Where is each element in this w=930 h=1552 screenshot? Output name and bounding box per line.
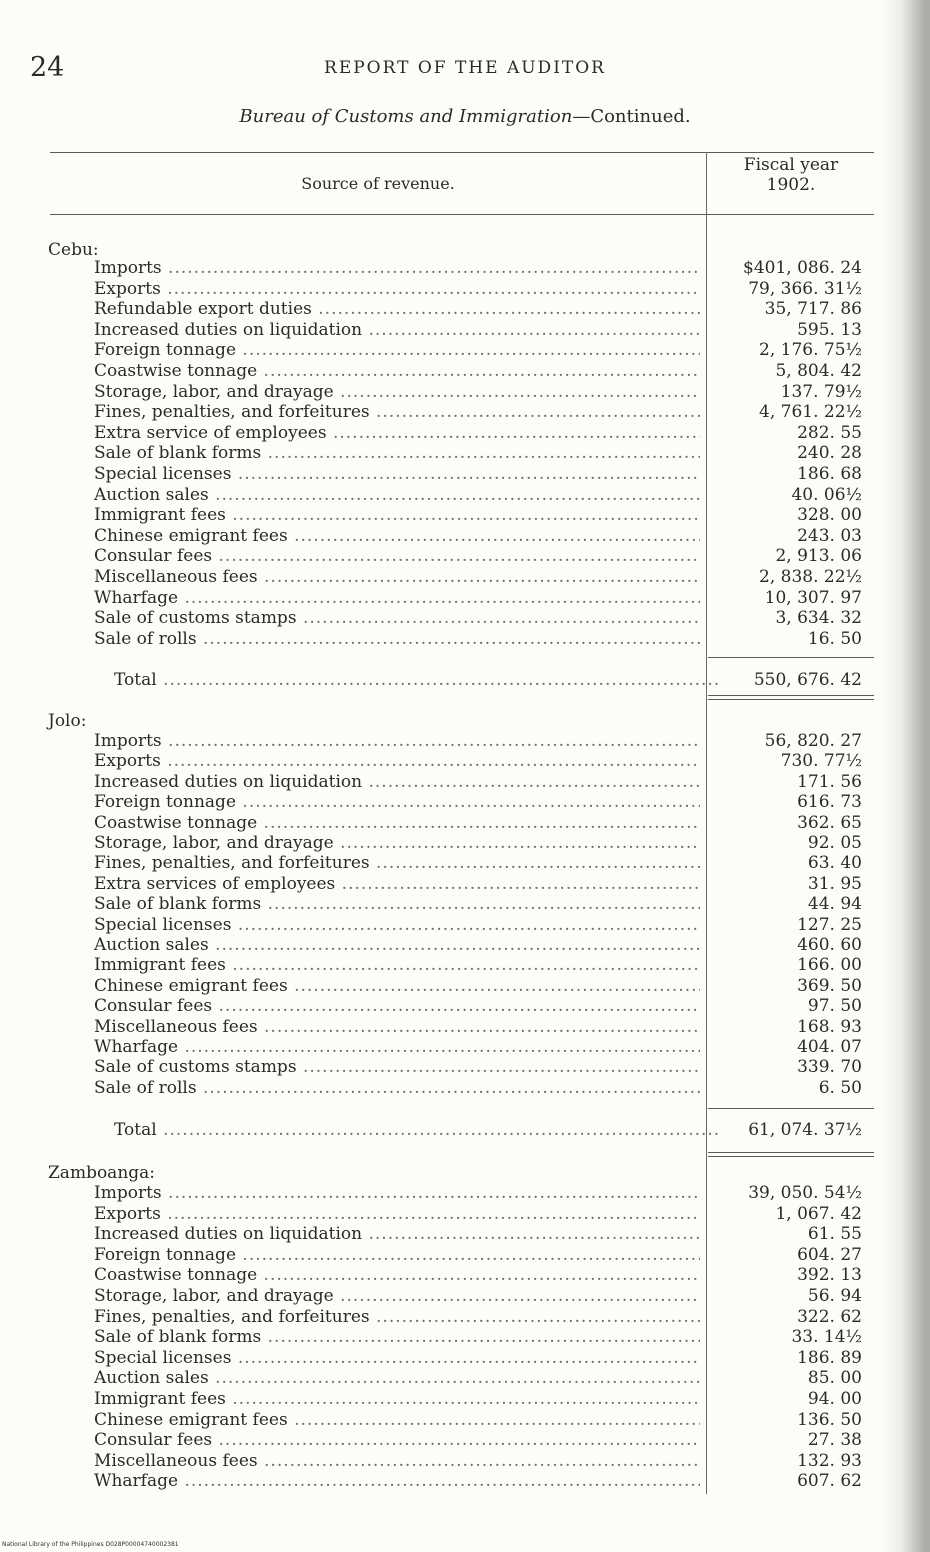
- revenue-source-label: Foreign tonnage .....: [94, 792, 700, 812]
- revenue-amount: 33. 14½: [791, 1327, 862, 1348]
- table-row: [0, 853, 930, 873]
- revenue-amount: 322. 62: [797, 1306, 862, 1327]
- revenue-amount: 44. 94: [807, 894, 862, 915]
- table-row: [0, 423, 930, 443]
- revenue-amount: 392. 13: [797, 1265, 862, 1286]
- revenue-source-label: Special licenses .....: [94, 464, 700, 484]
- revenue-source-label: Wharfage .....: [94, 1037, 700, 1057]
- revenue-source-label: Increased duties on liquidation .....: [94, 1224, 700, 1244]
- table-row: [0, 299, 930, 319]
- table-row: [0, 874, 930, 894]
- revenue-source-label: Fines, penalties, and forfeitures .....: [94, 853, 700, 873]
- table-row: [0, 340, 930, 360]
- cebu-total-rule: [708, 657, 874, 658]
- revenue-source-label: Consular fees .....: [94, 546, 700, 566]
- revenue-amount: 2, 176. 75½: [759, 340, 862, 361]
- table-row: [0, 1265, 930, 1285]
- table-row: [0, 1451, 930, 1471]
- table-row: [0, 629, 930, 649]
- table-row: [0, 382, 930, 402]
- library-footer: National Library of the Philippines D028P00004740002381: [2, 1541, 179, 1548]
- revenue-source-label: Storage, labor, and drayage .....: [94, 382, 700, 402]
- table-row: [0, 772, 930, 792]
- revenue-amount: 460. 60: [797, 935, 862, 955]
- table-top-rule: [50, 152, 874, 153]
- revenue-amount: 132. 93: [797, 1450, 862, 1471]
- table-row: [0, 1348, 930, 1368]
- table-row: [0, 792, 930, 812]
- revenue-amount: 328. 00: [797, 505, 862, 526]
- table-row: [0, 915, 930, 935]
- revenue-amount: 40. 06½: [791, 484, 862, 505]
- revenue-amount: 10, 307. 97: [764, 587, 862, 608]
- table-row: [0, 443, 930, 463]
- revenue-source-label: Fines, penalties, and forfeitures .....: [94, 1307, 700, 1327]
- revenue-source-label: Miscellaneous fees .....: [94, 1017, 700, 1037]
- revenue-amount: 616. 73: [797, 792, 862, 813]
- table-row: [0, 1245, 930, 1265]
- revenue-amount: 56. 94: [807, 1286, 862, 1306]
- table-row: [0, 935, 930, 955]
- revenue-amount: 166. 00: [797, 955, 862, 976]
- revenue-source-label: Sale of blank forms .....: [94, 443, 700, 463]
- header-source-of-revenue: Source of revenue.: [301, 174, 455, 193]
- table-row: [0, 1327, 930, 1347]
- revenue-amount: 127. 25: [797, 914, 862, 935]
- revenue-source-label: Immigrant fees .....: [94, 505, 700, 525]
- revenue-amount: 369. 50: [797, 975, 862, 996]
- revenue-source-label: Foreign tonnage .....: [94, 340, 700, 360]
- revenue-source-label: Extra services of employees .....: [94, 874, 700, 894]
- revenue-source-label: Miscellaneous fees .....: [94, 1451, 700, 1471]
- table-row: [0, 751, 930, 771]
- section-heading-jolo: Jolo:: [48, 711, 87, 731]
- revenue-source-label: Increased duties on liquidation .....: [94, 320, 700, 340]
- revenue-amount: 61. 55: [807, 1224, 862, 1245]
- revenue-source-label: Exports .....: [94, 1204, 700, 1224]
- table-subtitle: [0, 106, 930, 127]
- table-row: [0, 1078, 930, 1098]
- revenue-source-label: Storage, labor, and drayage .....: [94, 833, 700, 853]
- revenue-source-label: Coastwise tonnage .....: [94, 813, 700, 833]
- revenue-amount: 240. 28: [797, 443, 862, 464]
- revenue-amount: 63. 40: [807, 853, 862, 874]
- table-row: [0, 1430, 930, 1450]
- table-row: [0, 1368, 930, 1388]
- revenue-amount: 94. 00: [807, 1389, 862, 1409]
- table-row: [0, 813, 930, 833]
- revenue-amount: 604. 27: [797, 1244, 862, 1265]
- table-row: [0, 505, 930, 525]
- revenue-amount: 137. 79½: [780, 381, 862, 402]
- table-row: [0, 1057, 930, 1077]
- revenue-source-label: Chinese emigrant fees .....: [94, 1410, 700, 1430]
- revenue-source-label: Extra service of employees .....: [94, 423, 700, 443]
- revenue-amount: 730. 77½: [780, 751, 862, 772]
- revenue-amount: 35, 717. 86: [764, 299, 862, 320]
- revenue-source-label: Coastwise tonnage .....: [94, 1265, 700, 1285]
- revenue-source-label: Special licenses .....: [94, 1348, 700, 1368]
- revenue-amount: 186. 89: [797, 1347, 862, 1368]
- total-label: Total .....: [114, 670, 720, 690]
- revenue-amount: 243. 03: [797, 525, 862, 546]
- table-row: [0, 464, 930, 484]
- revenue-source-label: Special licenses .....: [94, 915, 700, 935]
- revenue-amount: 16. 50: [807, 628, 862, 649]
- header-fiscal-line1: Fiscal year: [743, 155, 839, 175]
- revenue-source-label: Immigrant fees .....: [94, 1389, 700, 1409]
- revenue-amount: 56, 820. 27: [764, 731, 862, 751]
- revenue-amount: 79, 366. 31½: [748, 278, 862, 299]
- revenue-amount: 4, 761. 22½: [759, 402, 862, 423]
- revenue-amount: 92. 05: [807, 833, 862, 853]
- revenue-source-label: Chinese emigrant fees .....: [94, 976, 700, 996]
- table-row: [0, 1471, 930, 1491]
- revenue-amount: 85. 00: [807, 1368, 862, 1389]
- table-row: [0, 279, 930, 299]
- table-row: [0, 546, 930, 566]
- revenue-amount: 2, 913. 06: [775, 546, 862, 567]
- revenue-source-label: Exports .....: [94, 279, 700, 299]
- revenue-amount: 5, 804. 42: [775, 361, 862, 381]
- table-row: [0, 976, 930, 996]
- revenue-source-label: Consular fees .....: [94, 1430, 700, 1450]
- revenue-amount: 362. 65: [797, 812, 862, 833]
- cebu-double-rule-bottom: [708, 699, 874, 700]
- revenue-source-label: Immigrant fees .....: [94, 955, 700, 975]
- revenue-source-label: Refundable export duties .....: [94, 299, 700, 319]
- table-row: [0, 996, 930, 1016]
- revenue-amount: 339. 70: [797, 1057, 862, 1078]
- table-row: [0, 1224, 930, 1244]
- revenue-source-label: Wharfage .....: [94, 588, 700, 608]
- table-row: [0, 1286, 930, 1306]
- subtitle-rest: —Continued.: [572, 106, 691, 127]
- revenue-source-label: Auction sales .....: [94, 1368, 700, 1388]
- section-heading-zamboanga: Zamboanga:: [48, 1163, 156, 1183]
- revenue-amount: 171. 56: [797, 771, 862, 792]
- revenue-source-label: Sale of customs stamps .....: [94, 1057, 700, 1077]
- revenue-source-label: Storage, labor, and drayage .....: [94, 1286, 700, 1306]
- revenue-amount: 168. 93: [797, 1016, 862, 1037]
- revenue-source-label: Miscellaneous fees .....: [94, 567, 700, 587]
- header-fiscal-year: [708, 155, 874, 195]
- total-value: 61, 074. 37½: [748, 1120, 862, 1140]
- table-row: [0, 567, 930, 587]
- revenue-amount: 186. 68: [797, 464, 862, 484]
- header-fiscal-line2: 1902.: [766, 175, 816, 195]
- revenue-amount: 97. 50: [807, 996, 862, 1017]
- revenue-source-label: Auction sales .....: [94, 485, 700, 505]
- table-row: [0, 1389, 930, 1409]
- revenue-amount: $401, 086. 24: [743, 258, 862, 278]
- revenue-amount: 27. 38: [807, 1430, 862, 1451]
- revenue-source-label: Consular fees .....: [94, 996, 700, 1016]
- table-row: [0, 320, 930, 340]
- revenue-amount: 3, 634. 32: [775, 608, 862, 629]
- revenue-source-label: Imports .....: [94, 258, 700, 278]
- revenue-amount: 39, 050. 54½: [748, 1183, 862, 1203]
- table-row: [0, 955, 930, 975]
- table-row: [0, 361, 930, 381]
- table-row: [0, 894, 930, 914]
- revenue-amount: 404. 07: [797, 1037, 862, 1057]
- revenue-source-label: Wharfage .....: [94, 1471, 700, 1491]
- jolo-double-rule-bottom: [708, 1156, 874, 1157]
- jolo-double-rule-top: [708, 1152, 874, 1153]
- cebu-double-rule-top: [708, 695, 874, 696]
- total-label: Total .....: [114, 1120, 720, 1140]
- revenue-source-label: Foreign tonnage .....: [94, 1245, 700, 1265]
- running-head: REPORT OF THE AUDITOR: [324, 58, 606, 78]
- revenue-amount: 31. 95: [807, 873, 862, 894]
- table-row: [0, 485, 930, 505]
- revenue-amount: 282. 55: [797, 422, 862, 443]
- revenue-source-label: Sale of blank forms .....: [94, 1327, 700, 1347]
- revenue-source-label: Imports .....: [94, 731, 700, 751]
- revenue-amount: 1, 067. 42: [775, 1203, 862, 1224]
- revenue-source-label: Increased duties on liquidation .....: [94, 772, 700, 792]
- table-row: [0, 1307, 930, 1327]
- revenue-amount: 595. 13: [797, 319, 862, 340]
- table-row: [0, 1204, 930, 1224]
- revenue-source-label: Fines, penalties, and forfeitures .....: [94, 402, 700, 422]
- table-row: [0, 1183, 930, 1203]
- table-row: [0, 258, 930, 278]
- subtitle-italic: Bureau of Customs and Immigration: [239, 106, 573, 127]
- revenue-source-label: Imports .....: [94, 1183, 700, 1203]
- table-row: [0, 1410, 930, 1430]
- table-row: [0, 731, 930, 751]
- table-row: [0, 1037, 930, 1057]
- revenue-source-label: Exports .....: [94, 751, 700, 771]
- table-row: [0, 402, 930, 422]
- revenue-amount: 2, 838. 22½: [759, 567, 862, 587]
- table-row: [0, 1017, 930, 1037]
- revenue-source-label: Sale of customs stamps .....: [94, 608, 700, 628]
- revenue-source-label: Coastwise tonnage .....: [94, 361, 700, 381]
- jolo-total-rule: [708, 1108, 874, 1109]
- revenue-source-label: Chinese emigrant fees .....: [94, 526, 700, 546]
- table-row: [0, 608, 930, 628]
- revenue-amount: 6. 50: [818, 1077, 862, 1098]
- revenue-source-label: Auction sales .....: [94, 935, 700, 955]
- table-row: [0, 588, 930, 608]
- revenue-amount: 607. 62: [797, 1471, 862, 1492]
- table-row: [0, 833, 930, 853]
- total-value: 550, 676. 42: [753, 670, 862, 690]
- total-row-jolo: [0, 1120, 930, 1140]
- revenue-amount: 136. 50: [797, 1409, 862, 1430]
- table-row: [0, 526, 930, 546]
- revenue-source-label: Sale of rolls .....: [94, 1078, 700, 1098]
- header-bottom-rule: [50, 214, 874, 215]
- total-row-cebu: [0, 670, 930, 690]
- section-heading-cebu: Cebu:: [48, 240, 99, 260]
- revenue-source-label: Sale of rolls .....: [94, 629, 700, 649]
- page-number: 24: [30, 52, 65, 83]
- revenue-source-label: Sale of blank forms .....: [94, 894, 700, 914]
